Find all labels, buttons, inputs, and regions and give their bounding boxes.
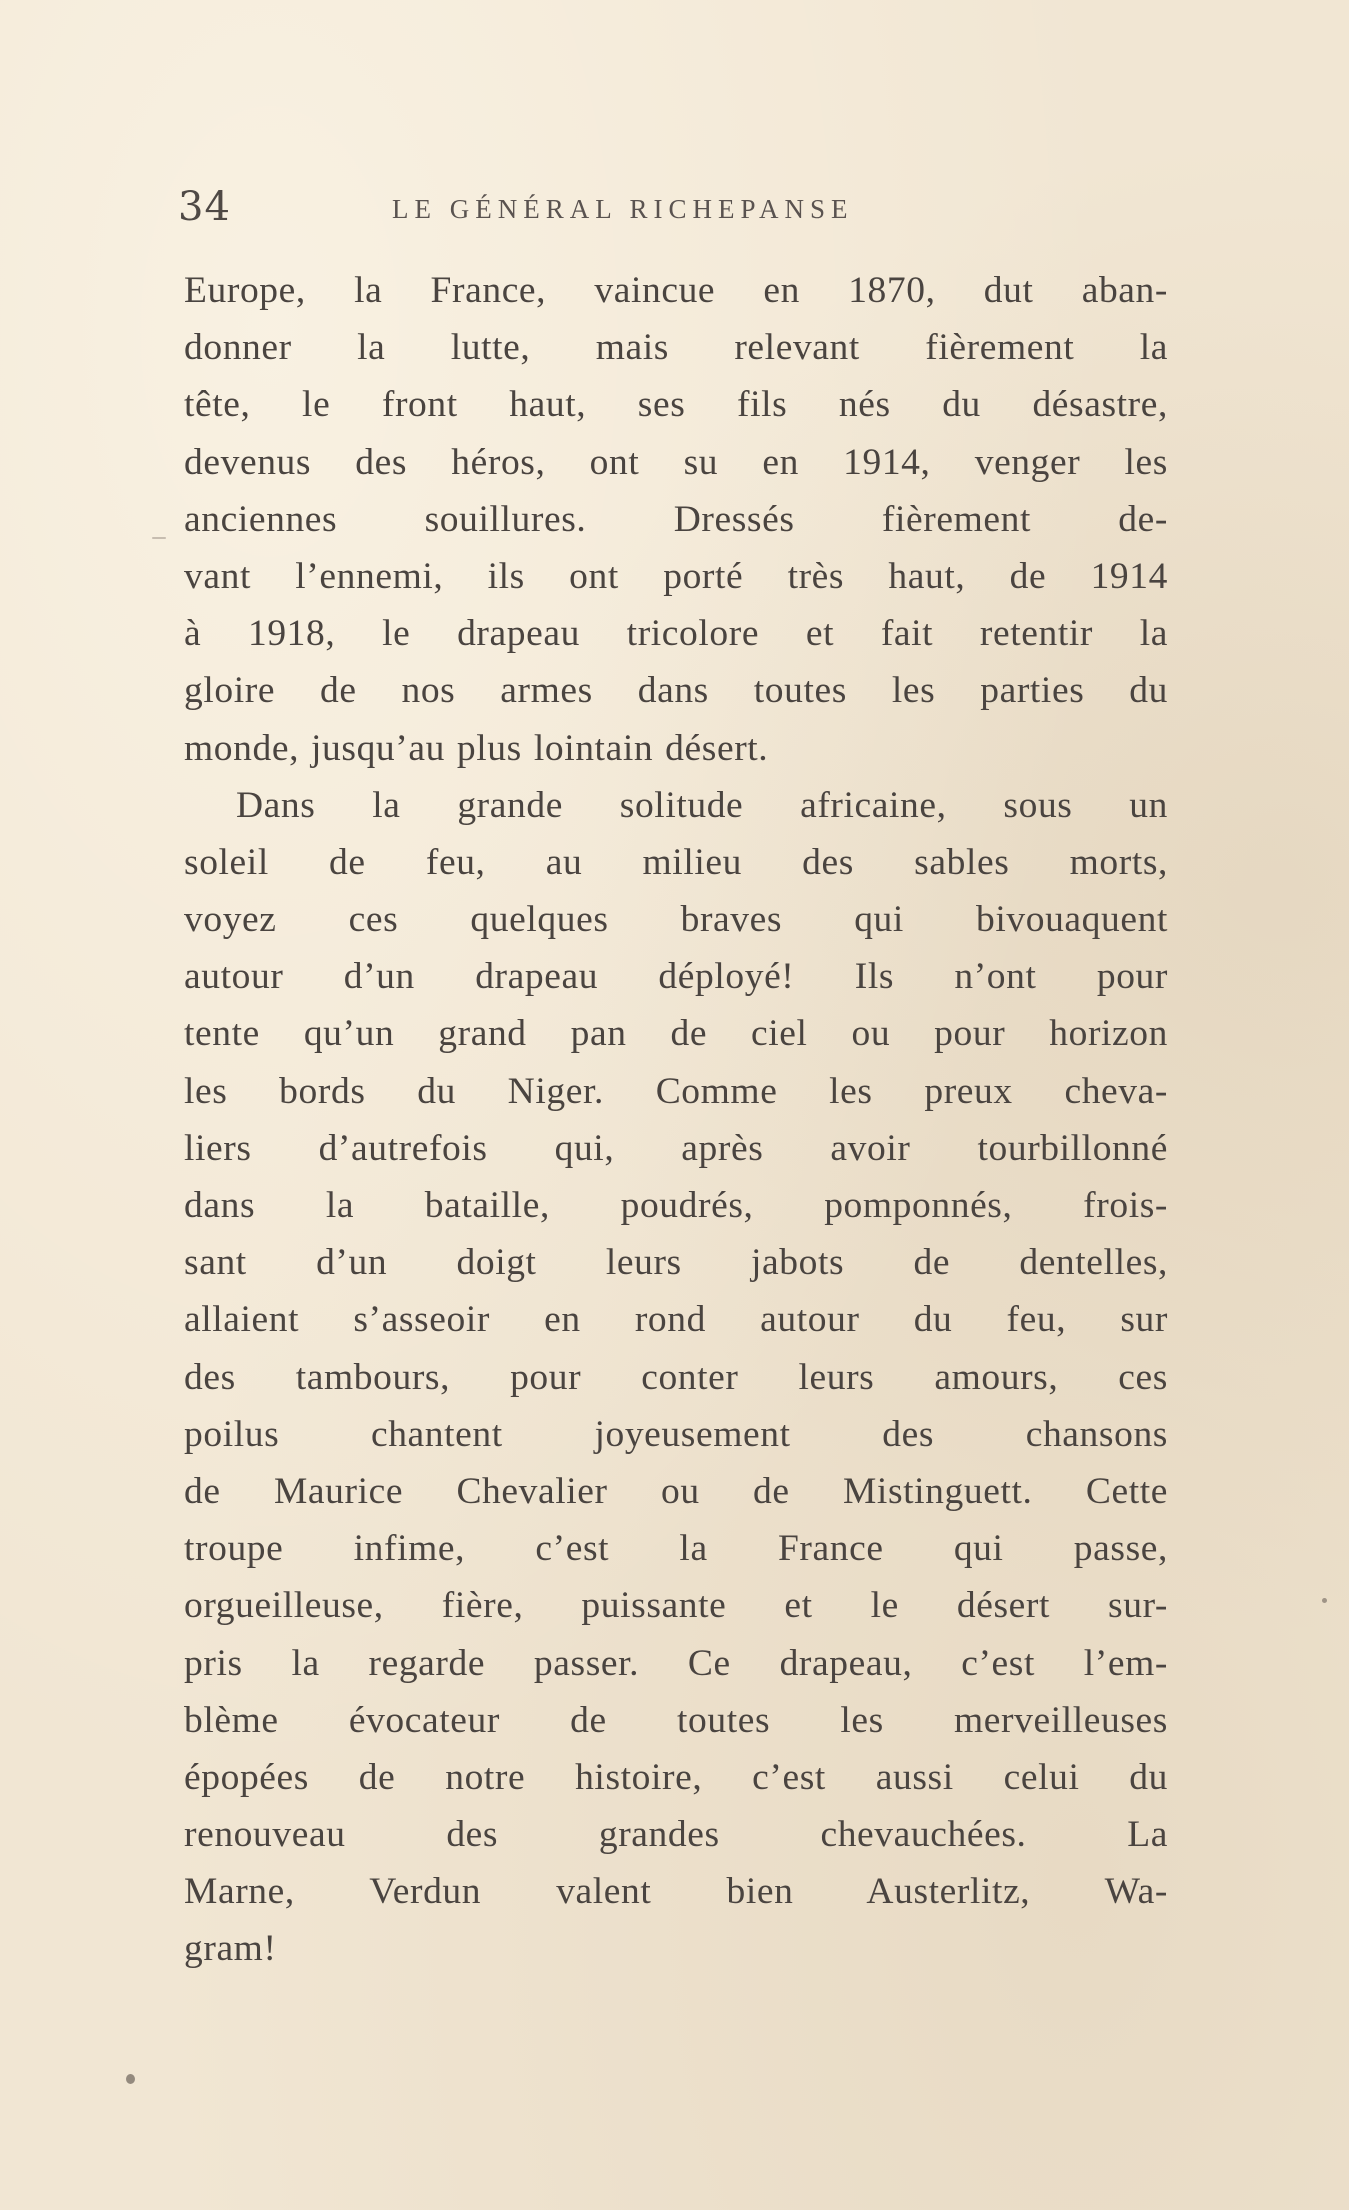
text-line: troupe infime, c’est la France qui passe,: [184, 1528, 1168, 1570]
text-line: Marne, Verdun valent bien Austerlitz, Wa-: [184, 1871, 1168, 1913]
page-number: 34: [178, 184, 231, 230]
text-line: renouveau des grandes chevauchées. La: [184, 1814, 1168, 1856]
text-line: pris la regarde passer. Ce drapeau, c’est l’em-: [184, 1642, 1168, 1684]
text-line: poilus chantent joyeusement des chansons: [184, 1413, 1168, 1455]
text-line: soleil de feu, au milieu des sables morts,: [184, 841, 1168, 883]
text-line: à 1918, le drapeau tricolore et fait retentir la: [184, 613, 1168, 655]
text-line: blème évocateur de toutes les merveilleuses: [184, 1699, 1168, 1741]
text-line: Europe, la France, vaincue en 1870, dut aban-: [184, 270, 1168, 311]
paper-speck: [152, 537, 166, 539]
text-line: donner la lutte, mais relevant fièrement la: [184, 327, 1168, 369]
text-line: liers d’autrefois qui, après avoir tourbillonné: [184, 1127, 1168, 1169]
paper-speck: [1322, 1598, 1327, 1603]
paper-speck: [126, 2074, 135, 2084]
text-line: épopées de notre histoire, c’est aussi celui du: [184, 1756, 1168, 1798]
text-line: anciennes souillures. Dressés fièrement de-: [184, 498, 1168, 540]
body-text: [184, 262, 1168, 1978]
text-line: tête, le front haut, ses fils nés du désastre,: [184, 384, 1168, 426]
text-line: devenus des héros, ont su en 1914, venger les: [184, 441, 1168, 483]
text-line: sant d’un doigt leurs jabots de dentelles,: [184, 1242, 1168, 1284]
text-line: de Maurice Chevalier ou de Mistinguett. Cette: [184, 1470, 1168, 1512]
text-line: tente qu’un grand pan de ciel ou pour horizon: [184, 1013, 1168, 1055]
text-line: dans la bataille, poudrés, pomponnés, frois-: [184, 1185, 1168, 1226]
text-line: monde, jusqu’au plus lointain désert.: [184, 727, 769, 769]
text-line: vant l’ennemi, ils ont porté très haut, de 1914: [184, 555, 1168, 597]
text-line: orgueilleuse, fière, puissante et le désert sur-: [184, 1585, 1168, 1627]
running-head: [178, 180, 1168, 240]
text-line: les bords du Niger. Comme les preux cheva-: [184, 1070, 1168, 1112]
paragraph-first-line: Dans la grande solitude africaine, sous un: [236, 784, 1168, 826]
text-line: autour d’un drapeau déployé! Ils n’ont pour: [184, 956, 1168, 998]
text-line: gloire de nos armes dans toutes les parties du: [184, 670, 1168, 712]
running-title: LE GÉNÉRAL RICHEPANSE: [392, 194, 854, 224]
text-line: gram!: [184, 1928, 277, 1970]
text-line: des tambours, pour conter leurs amours, ces: [184, 1356, 1168, 1398]
text-line: voyez ces quelques braves qui bivouaquent: [184, 899, 1168, 941]
text-line: allaient s’asseoir en rond autour du feu, sur: [184, 1299, 1168, 1341]
